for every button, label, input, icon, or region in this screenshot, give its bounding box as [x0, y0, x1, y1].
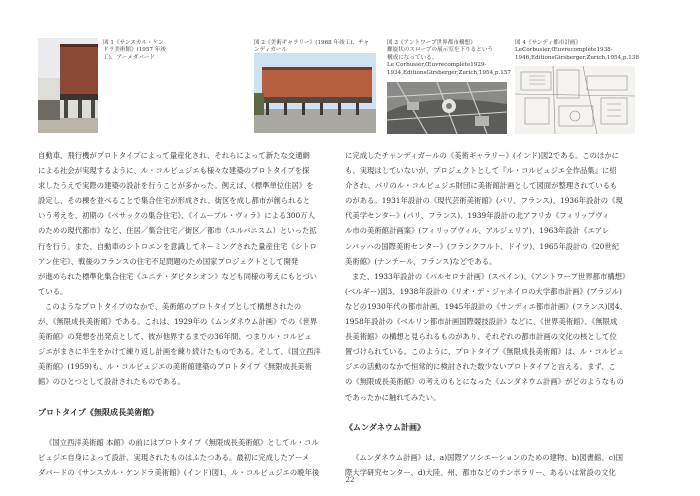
text-line: いう考えを、初期の《ペサックの集合住宅》、《イムーブル・ヴィラ》による300万人 [38, 211, 316, 221]
text-line: また、1933年設計の《パルセロナ計画》(スペイン)、《アントワープ世界都市構想》 [352, 271, 630, 281]
section-gap [345, 435, 645, 450]
text-line: 《国立西洋美術館 本館》の前にはプロトタイプ《無限成長美術館》としてル・コル [45, 437, 319, 447]
text-line: ている。 [38, 286, 68, 296]
text-line: ダバードの《サンスカル・ケンドラ美術館》(インド)図1、ル・コルビュジエの晩年後 [38, 467, 320, 477]
paragraph [345, 148, 645, 269]
text-line: 《ムンダネウム計画》は、a)国際アソシエーションのための建物、b)図書館、c)国 [352, 452, 624, 462]
text-line: 代美学センター》(パリ、フランス)、1939年設計の北アフリカ《フィリップヴィ [345, 211, 610, 221]
text-line: 際大学研究センター、d)大陸、州、都市などのテンポラリー、あるいは常設の文化 [345, 467, 616, 477]
text-line: が進められた標準化集合住宅《ユニテ・ダビタシオン》なども同様の考えにもとづい [38, 271, 318, 281]
text-line: 置づけられている。このように、プロトタイプ《無限成長美術館》は、ル・コルビュ [345, 347, 624, 357]
text-line: ジエがまさに半生をかけて練り返し計画を練り続けたものである。そして、《国立西洋 [38, 347, 321, 357]
text-line: などの1930年代の都市計画、1945年設計の《サンディエ都市計画》(フランス)図4、 [345, 301, 627, 311]
text-line: 美術館》の発想を出発点として、彼が他界するまでの36年間、つまりル・コルビュ [38, 332, 312, 342]
text-line: 1958年設計の《ベルリン都市計画国際競技設計》などに、《世界美術館》、《無限成 [345, 317, 618, 327]
figure-1-photo [38, 38, 98, 133]
section-gap [345, 405, 645, 420]
text-line: ル市の美術館計画案》(フィリップヴィル、アルジェリア)、1963年設計《エアレ [345, 226, 610, 236]
text-line: が、《無限成長美術館》である。これは、1929年の《ムンダネウム計画》での《世界 [38, 317, 318, 327]
page-number: 22 [345, 476, 355, 484]
section-heading: プロトタイプ《無限成長美術館》 [38, 406, 159, 417]
section-gap [38, 390, 334, 405]
figure-2-photo [254, 53, 376, 133]
right-column [345, 148, 645, 480]
figure-3-plan [387, 82, 507, 134]
text-line: このようなプロトタイプのなかで、美術館のプロトタイプとして構想されたの [45, 301, 302, 311]
figure-2-caption: 図 2《美術ギャラリー》(1968 年竣工)、チャ ンディガール [254, 40, 370, 54]
figure-1-caption: 図 1《サンスカル・ケン ドラ美術館》(1957 年竣 工)、アーメダバード [103, 40, 166, 61]
text-line: ビュジエ自身によって設計、実現されたものはふたつある。最初に完成したアーメ [38, 452, 310, 462]
paragraph [38, 435, 334, 480]
text-line: 求したうえで実際の建築の設計を行うことが多かった。例えば、《標準単位住居》を [38, 181, 314, 191]
text-line: 長美術館》の構想と見られるものがあり、それぞれの都市計画の文化の核として位 [345, 332, 617, 342]
text-line: ンバッハの国際美術センター》(フランクフルト、ドイツ)、1965年設計の《20世紀 [345, 241, 620, 251]
text-line: 美術館》(ナンテール、フランス)などである。 [345, 256, 497, 266]
text-line: 行を行う。また、自動車のシトロエンを意識してネーミングされた量産住宅《シトロ [38, 241, 318, 251]
text-line: 介され、パリのル・コルビュジエ財団に美術館計画として図面が整理されているも [345, 181, 618, 191]
text-line: に完成したチャンディガールの《美術ギャラリー》(インド)図2である。このほかに [345, 151, 620, 160]
figure-4-plan [515, 66, 635, 134]
text-line: ジエの活動のなかで恒常的に検討された数少ないプロトタイプと言える。まず、こ [345, 362, 616, 372]
text-line: (ベルギー)図3、1938年設計の《リオ・デ・ジャネイロの大学都市計画》(ブラジル) [345, 286, 622, 296]
text-line: 美術館》(1959)も、ル・コルビュジエの美術館建築のプロトタイプ《無限成長美術 [38, 362, 312, 372]
text-line: のがある。1931年設計の《現代芸術美術館》(パリ、フランス)、1936年設計の《現 [345, 196, 623, 206]
paragraph [38, 299, 334, 390]
section-gap [38, 420, 334, 435]
text-line: による社会が実現するように、ル・コルビュジエも様々な建築のプロトタイプを探 [38, 166, 310, 176]
paragraph [345, 269, 645, 405]
text-line: 館》のひとつとして設計されたものである。 [38, 377, 185, 387]
figure-3-caption: 図 3《アントワープ世界都市構想》 螺旋状のスロープの展示室を下りるという 構成になっている。 Le Corbusier,Œuvrecomplète1929- 1934,EditionsGirsberger,Zurich,1954,p.157 [387, 40, 511, 76]
text-line: も、実現はしていないが、プロジェクトとして『ル・コルビュジエ全作品集』に紹 [345, 166, 617, 176]
text-line: 自動車、飛行機がプロトタイプによって量産化され、それらによって新たな交通網 [38, 151, 310, 160]
text-line: 設定し、その棟を並べることで集合住宅が形成され、街区を成し都市が創られると [38, 196, 311, 206]
text-line: の《無限成長美術館》の考えのもとになった《ムンダネウム計画》がどのようなもの [345, 377, 624, 387]
text-line: のための現代都市》など、住居／集合住宅／街区／都市（ユルバニスム）といった拡 [38, 226, 317, 236]
figure-4-caption: 図 4《サンディ都市計画》 LeCorbusier,Œuvrecomplète1938- 1946,EditionsGirsberger,Zurich,1954,p.138 [515, 40, 639, 61]
left-column [38, 148, 334, 480]
paragraph [38, 148, 334, 299]
text-line: アン住宅》、戦後のフランスの住宅不足問題のため国家プロジェクトとして開発 [38, 256, 299, 266]
text-line: であったかに触れてみたい。 [345, 392, 441, 402]
section-heading: 《ムンダネウム計画》 [345, 421, 426, 432]
